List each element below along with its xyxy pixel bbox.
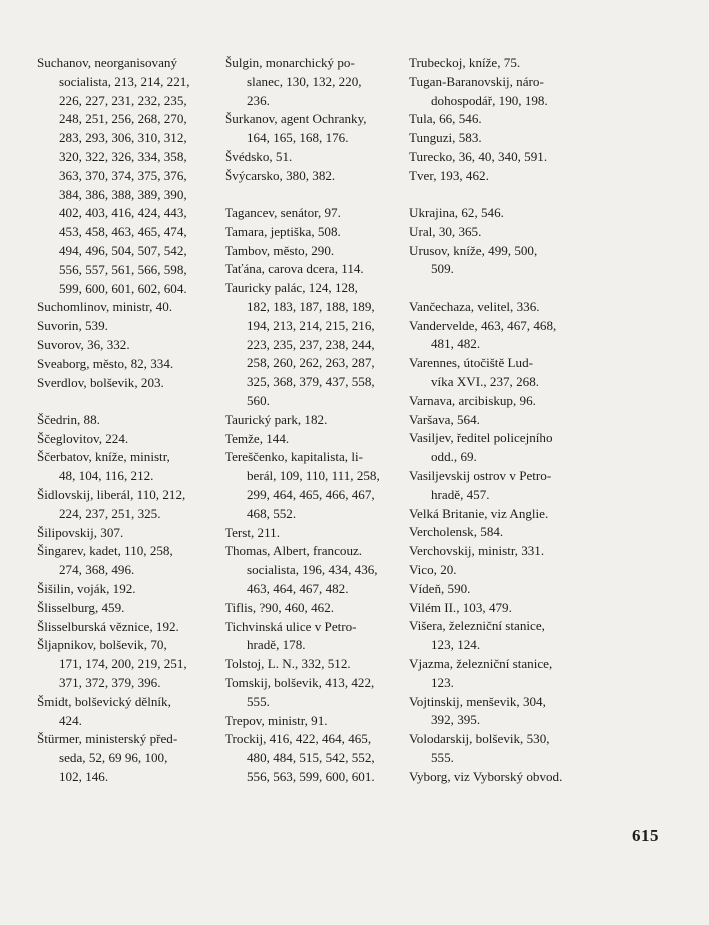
entry-line: Terst, 211. [225,524,280,540]
entry-continuation: 226, 227, 231, 232, 235, [59,92,187,108]
index-entry [409,655,591,693]
index-entry [409,542,591,561]
entry-line: Šidlovskij, liberál, 110, 212, [37,487,186,503]
index-entry [409,317,591,355]
entry-line: Volodarskij, bolševik, 530, [409,731,550,747]
entry-line: Šulgin, monarchický po- [225,55,355,70]
index-entry [225,204,397,223]
index-column-middle [225,54,397,787]
entry-line: Tambov, město, 290. [225,242,335,258]
entry-line: Vasiljevskij ostrov v Petro- [409,467,552,483]
index-entry [225,674,397,712]
entry-continuation: 320, 322, 326, 334, 358, [59,148,187,164]
entry-line: Tver, 193, 462. [409,167,489,183]
index-entry [409,148,591,167]
entry-continuation: 102, 146. [59,768,109,784]
entry-line: Varnava, arcibiskup, 96. [409,392,536,408]
index-entry [409,411,591,430]
index-entry [37,580,215,599]
index-entry [409,129,591,148]
entry-line: Tiflis, ?90, 460, 462. [225,599,335,615]
index-entry [37,636,215,692]
index-entry [409,768,591,787]
entry-line: Šmidt, bolševický dělník, [37,693,171,709]
index-entry [409,167,591,186]
index-entry [225,430,397,449]
index-entry [37,336,215,355]
entry-line: Suchomlinov, ministr, 40. [37,299,173,315]
index-entry [409,204,591,223]
entry-line: Vasiljev, ředitel policejního [409,430,553,446]
index-entry [37,599,215,618]
entry-line: Šurkanov, agent Ochranky, [225,111,367,127]
entry-line: Verchovskij, ministr, 331. [409,543,545,559]
entry-line: Suvorin, 539. [37,318,108,334]
entry-line: Varšava, 564. [409,411,480,427]
entry-line: Tolstoj, L. N., 332, 512. [225,656,351,672]
index-entry [225,411,397,430]
entry-continuation: 555. [431,749,454,765]
entry-continuation: 363, 370, 374, 375, 376, [59,167,187,183]
entry-continuation: seda, 52, 69 96, 100, [59,750,168,766]
entry-continuation: 325, 368, 379, 437, 558, [247,374,375,390]
entry-line: Ural, 30, 365. [409,223,482,239]
entry-line: Tichvinská ulice v Petro- [225,618,357,634]
index-column-left [37,54,215,787]
index-entry [225,712,397,731]
entry-line: Tula, 66, 546. [409,111,482,127]
index-entry [37,542,215,580]
entry-continuation: 480, 484, 515, 542, 552, [247,750,375,766]
entry-continuation: 555. [247,693,270,709]
page-number: 615 [632,826,659,845]
entry-line: Trockij, 416, 422, 464, 465, [225,731,372,747]
index-entry [37,355,215,374]
entry-line: Vico, 20. [409,561,457,577]
index-entry [225,524,397,543]
entry-continuation: 599, 600, 601, 602, 604. [59,280,187,296]
entry-continuation: socialista, 196, 434, 436, [247,562,378,578]
entry-continuation: slanec, 130, 132, 220, [247,73,362,89]
entry-continuation: hradě, 178. [247,637,306,653]
entry-continuation: 171, 174, 200, 219, 251, [59,656,187,672]
index-entry [37,374,215,393]
entry-continuation: 258, 260, 262, 263, 287, [247,355,375,371]
entry-line: Šlisselburg, 459. [37,599,125,615]
entry-continuation: 182, 183, 187, 188, 189, [247,299,375,315]
letter-gap [409,279,591,298]
entry-line: Suchanov, neorganisovaný [37,55,178,70]
entry-line: Temže, 144. [225,430,290,446]
index-entry [409,617,591,655]
entry-continuation: dohospodář, 190, 198. [431,92,548,108]
entry-continuation: 123, 124. [431,637,481,653]
entry-continuation: víka XVI., 237, 268. [431,373,540,389]
index-entry [409,73,591,111]
index-entry [225,599,397,618]
entry-line: Trubeckoj, kníže, 75. [409,55,521,70]
entry-line: Ščedrin, 88. [37,411,100,427]
index-entry [409,505,591,524]
entry-line: Štürmer, ministerský před- [37,731,178,747]
entry-line: Tauricky palác, 124, 128, [225,280,358,296]
entry-line: Vercholensk, 584. [409,524,504,540]
entry-continuation: 560. [247,393,270,409]
entry-continuation: 453, 458, 463, 465, 474, [59,224,187,240]
index-entry [409,561,591,580]
entry-line: Tugan-Baranovskij, náro- [409,73,544,89]
index-entry [37,524,215,543]
letter-gap [225,186,397,205]
entry-line: Turecko, 36, 40, 340, 591. [409,148,548,164]
entry-line: Vojtinskij, menševik, 304, [409,693,546,709]
index-entry [409,223,591,242]
entry-continuation: 468, 552. [247,505,297,521]
index-entry [37,411,215,430]
entry-continuation: 392, 395. [431,712,481,728]
entry-line: Taurický park, 182. [225,411,328,427]
index-entry [225,448,397,523]
entry-continuation: 223, 235, 237, 238, 244, [247,336,375,352]
index-entry [37,317,215,336]
entry-line: Šlisselburská věznice, 192. [37,618,179,634]
entry-line: Višera, železniční stanice, [409,618,545,634]
entry-line: Tagancev, senátor, 97. [225,205,341,221]
entry-line: Taťána, carova dcera, 114. [225,261,364,277]
entry-continuation: 424. [59,712,82,728]
entry-line: Thomas, Albert, francouz. [225,543,363,559]
index-entry [409,730,591,768]
index-entry [37,54,215,298]
entry-continuation: 224, 237, 251, 325. [59,505,161,521]
letter-gap [409,186,591,205]
entry-line: Vídeň, 590. [409,580,471,596]
entry-line: Urusov, kníže, 499, 500, [409,242,538,258]
entry-line: Tamara, jeptiška, 508. [225,223,341,239]
index-entry [409,110,591,129]
entry-continuation: 194, 213, 214, 215, 216, [247,317,375,333]
entry-continuation: 384, 386, 388, 389, 390, [59,186,187,202]
entry-continuation: hradě, 457. [431,486,490,502]
entry-continuation: 236. [247,92,270,108]
index-entry [409,298,591,317]
index-entry [225,655,397,674]
letter-gap [37,392,215,411]
entry-line: Suvorov, 36, 332. [37,336,130,352]
entry-continuation: 123. [431,674,454,690]
index-entry [225,223,397,242]
index-entry [409,580,591,599]
index-entry [409,693,591,731]
entry-continuation: 509. [431,261,454,277]
index-entry [225,54,397,110]
entry-continuation: 494, 496, 504, 507, 542, [59,242,187,258]
index-entry [225,260,397,279]
entry-continuation: 556, 563, 599, 600, 601. [247,768,375,784]
entry-line: Tunguzi, 583. [409,130,482,146]
index-entry [409,354,591,392]
entry-continuation: 48, 104, 116, 212. [59,468,154,484]
entry-line: Varennes, útočiště Lud- [409,355,533,371]
index-entry [225,542,397,598]
entry-continuation: 556, 557, 561, 566, 598, [59,261,187,277]
entry-continuation: 371, 372, 379, 396. [59,675,161,690]
entry-continuation: 274, 368, 496. [59,562,135,578]
index-entry [225,167,397,186]
index-entry [409,54,591,73]
index-entry [37,430,215,449]
index-entry [409,599,591,618]
entry-continuation: berál, 109, 110, 111, 258, [247,468,380,484]
entry-line: Tereščenko, kapitalista, li- [225,449,363,465]
index-entry [409,429,591,467]
index-entry [409,467,591,505]
entry-continuation: odd., 69. [431,449,477,465]
entry-line: Vančechaza, velitel, 336. [409,298,540,314]
index-entry [225,242,397,261]
entry-line: Vjazma, železniční stanice, [409,655,553,671]
index-entry [225,730,397,786]
entry-line: Tomskij, bolševik, 413, 422, [225,675,375,690]
entry-line: Ščeglovitov, 224. [37,430,129,446]
entry-line: Švédsko, 51. [225,148,293,164]
entry-continuation: 164, 165, 168, 176. [247,130,349,146]
entry-line: Šljapnikov, bolševik, 70, [37,637,167,653]
entry-line: Trepov, ministr, 91. [225,712,328,728]
index-entry [37,693,215,731]
entry-line: Velká Britanie, viz Anglie. [409,505,549,521]
entry-continuation: 402, 403, 416, 424, 443, [59,205,187,221]
index-entry [225,279,397,411]
index-entry [225,110,397,148]
index-entry [409,242,591,280]
index-entry [225,618,397,656]
index-column-right [409,54,591,786]
entry-line: Sverdlov, bolševik, 203. [37,374,164,390]
entry-line: Vyborg, viz Vyborský obvod. [409,768,563,784]
entry-line: Sveaborg, město, 82, 334. [37,355,174,371]
index-entry [225,148,397,167]
entry-line: Švýcarsko, 380, 382. [225,167,336,183]
entry-continuation: 248, 251, 256, 268, 270, [59,111,187,127]
index-entry [37,298,215,317]
entry-line: Vandervelde, 463, 467, 468, [409,317,557,333]
index-entry [409,392,591,411]
index-entry [409,523,591,542]
entry-continuation: 299, 464, 465, 466, 467, [247,487,375,503]
index-entry [37,730,215,786]
index-entry [37,486,215,524]
entry-continuation: socialista, 213, 214, 221, [59,73,190,89]
entry-continuation: 283, 293, 306, 310, 312, [59,130,187,146]
index-entry [37,618,215,637]
entry-line: Šilipovskij, 307. [37,524,124,540]
entry-line: Vilém II., 103, 479. [409,599,512,615]
index-entry [37,448,215,486]
entry-continuation: 463, 464, 467, 482. [247,581,349,597]
entry-line: Šingarev, kadet, 110, 258, [37,543,173,559]
entry-continuation: 481, 482. [431,336,481,352]
entry-line: Ukrajina, 62, 546. [409,205,504,221]
entry-line: Ščerbatov, kníže, ministr, [37,449,170,465]
entry-line: Šišilin, voják, 192. [37,581,136,597]
